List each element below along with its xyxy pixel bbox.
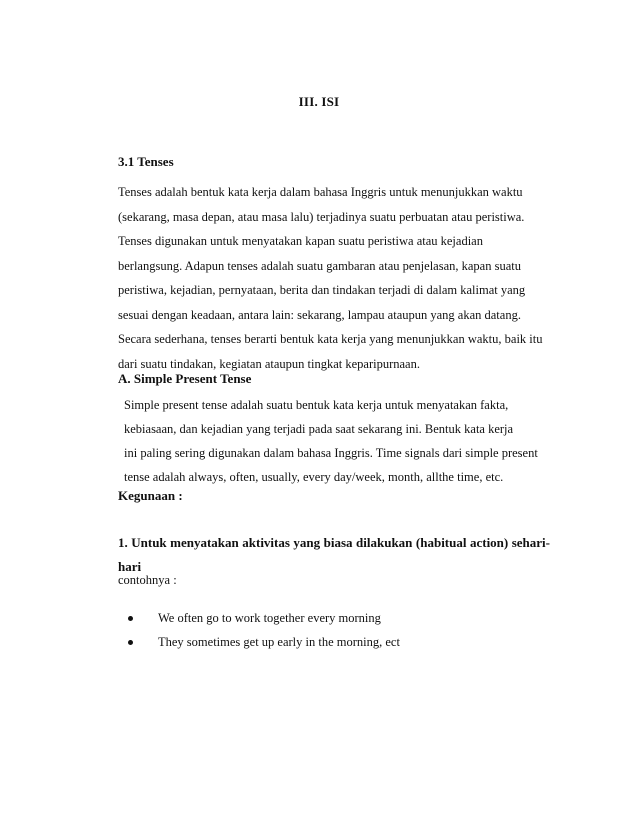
section-heading: 3.1 Tenses (118, 154, 174, 169)
subsection-paragraph (124, 393, 538, 489)
usage-heading-line: 1. Untuk menyatakan aktivitas yang biasa dilakukan (habitual action) sehari- (118, 535, 550, 550)
bullet-icon (128, 616, 133, 621)
example-label: contohnya : (118, 573, 177, 587)
paragraph-line: Tenses adalah bentuk kata kerja dalam bahasa Inggris untuk menunjukkan waktu (118, 185, 523, 199)
page-title: III. ISI (298, 94, 340, 109)
paragraph-line: berlangsung. Adapun tenses adalah suatu gambaran atau penjelasan, kapan suatu (118, 258, 521, 273)
paragraph-line: ini paling sering digunakan dalam bahasa Inggris. Time signals dari simple present (124, 446, 538, 460)
list-item (126, 630, 400, 654)
paragraph-line: Simple present tense adalah suatu bentuk kata kerja untuk menyatakan fakta, (124, 398, 509, 412)
intro-paragraph (118, 180, 548, 376)
paragraph-line: peristiwa, kejadian, pernyataan, berita dan tindakan terjadi di dalam kalimat yang (118, 283, 526, 297)
paragraph-line: sesuai dengan keadaan, antara lain: sekarang, lampau ataupun yang akan datang. (118, 307, 521, 322)
paragraph-line: kebiasaan, dan kejadian yang terjadi pada saat sekarang ini. Bentuk kata kerja (124, 422, 514, 436)
example-list (126, 606, 400, 654)
paragraph-line: tense adalah always, often, usually, every day/week, month, allthe time, etc. (124, 470, 504, 484)
example-text: They sometimes get up early in the morning, ect (158, 634, 400, 649)
bullet-icon (128, 640, 133, 645)
paragraph-line: Secara sederhana, tenses berarti bentuk kata kerja yang menunjukkan waktu, baik itu (118, 332, 543, 346)
example-text: We often go to work together every morning (158, 610, 381, 625)
paragraph-line: Tenses digunakan untuk menyatakan kapan suatu peristiwa atau kejadian (118, 234, 483, 248)
usage-heading-line: hari (118, 559, 142, 574)
subsection-heading: A. Simple Present Tense (118, 371, 252, 386)
paragraph-line: (sekarang, masa depan, atau masa lalu) terjadinya suatu perbuatan atau peristiwa. (118, 209, 525, 224)
kegunaan-label: Kegunaan : (118, 488, 183, 503)
list-item (126, 606, 400, 630)
usage-heading (118, 531, 550, 579)
paragraph-line: dari suatu tindakan, kegiatan ataupun tingkat keparipurnaan. (118, 356, 420, 371)
